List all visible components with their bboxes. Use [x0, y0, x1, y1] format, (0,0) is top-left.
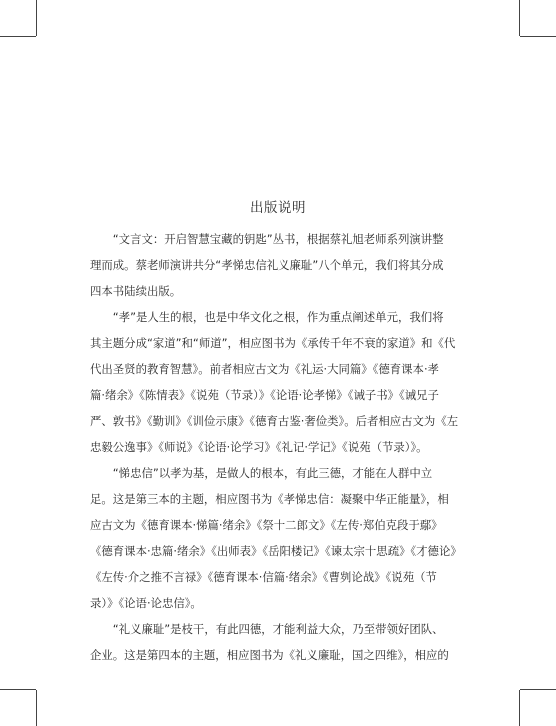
crop-mark-top-left	[36, 0, 37, 36]
text-line: 代出圣贤的教育智慧》。前者相应古文为《礼运·大同篇》《德育课本·孝	[90, 362, 439, 376]
text-line: “孝”是人生的根，也是中华文化之根，作为重点阐述单元，我们将	[90, 310, 444, 324]
page-title: 出版说明	[250, 200, 306, 216]
crop-mark-left-top	[0, 36, 36, 37]
text-line: “文言文：开启智慧宝藏的钥匙”丛书，根据蔡礼旭老师系列演讲整	[90, 232, 444, 246]
text-line: 理而成。蔡老师演讲共分“孝悌忠信礼义廉耻”八个单元，我们将其分成	[90, 258, 444, 272]
crop-mark-right-top	[520, 36, 556, 37]
paragraph-3	[90, 460, 466, 616]
text-line: 其主题分成“家道”和“师道”，相应图书为《承传千年不衰的家道》和《代	[90, 336, 456, 350]
paragraph-4	[90, 616, 466, 668]
text-line: 四本书陆续出版。	[90, 284, 182, 298]
crop-mark-right-bottom	[520, 689, 556, 690]
text-line: 录）》《论语·论忠信》。	[90, 596, 202, 610]
crop-mark-top-right	[519, 0, 520, 36]
crop-mark-bottom-left	[36, 690, 37, 726]
text-line: 企业。这是第四本的主题，相应图书为《礼义廉耻，国之四维》，相应的	[90, 648, 449, 662]
text-line: 严、敦书》《勤训》《训俭示康》《德育古鉴·奢俭类》。后者相应古文为《左	[90, 414, 459, 428]
body-text	[90, 226, 466, 668]
text-line: 足。这是第三本的主题，相应图书为《孝悌忠信：凝聚中华正能量》，相	[90, 492, 449, 506]
text-line: “悌忠信”以孝为基，是做人的根本，有此三德，才能在人群中立	[90, 466, 433, 480]
text-line: 忠毅公逸事》《师说》《论语·论学习》《礼记·学记》《说苑（节录）》。	[90, 440, 428, 454]
text-line: 《德育课本·忠篇·绪余》《出师表》《岳阳楼记》《谏太宗十思疏》《才德论》	[90, 544, 462, 558]
paragraph-1	[90, 226, 466, 304]
paragraph-2	[90, 304, 466, 460]
crop-mark-bottom-right	[519, 690, 520, 726]
text-line: 《左传·介之推不言禄》《德育课本·信篇·绪余》《曹刿论战》《说苑（节	[90, 570, 437, 584]
text-line: “礼义廉耻”是枝干，有此四德，才能利益大众，乃至带领好团队、	[90, 622, 444, 636]
crop-mark-left-bottom	[0, 689, 36, 690]
text-line: 篇·绪余》《陈情表》《说苑（节录）》《论语·论孝悌》《诫子书》《诫兄子	[90, 388, 439, 402]
text-line: 应古文为《德育课本·悌篇·绪余》《祭十二郎文》《左传·郑伯克段于鄢》	[90, 518, 443, 532]
